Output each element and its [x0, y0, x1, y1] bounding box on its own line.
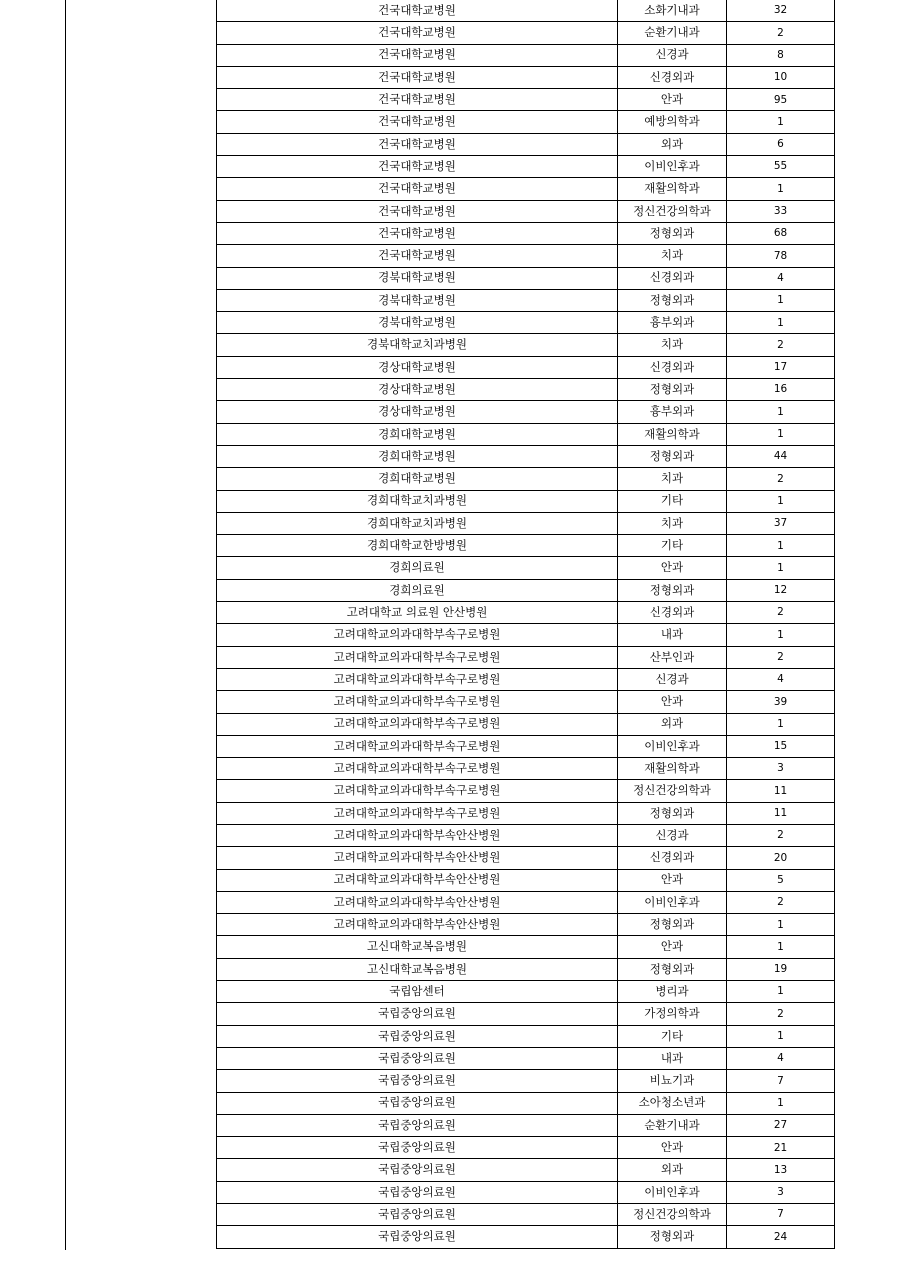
- table-row: [217, 312, 835, 334]
- hospital-name-cell: 고신대학교복음병원: [217, 936, 618, 958]
- table-row: [217, 847, 835, 869]
- count-cell: 11: [727, 780, 835, 802]
- department-cell: 이비인후과: [618, 891, 727, 913]
- count-cell: 4: [727, 267, 835, 289]
- table-row: [217, 111, 835, 133]
- table-row: [217, 1003, 835, 1025]
- count-cell: 1: [727, 289, 835, 311]
- hospital-name-cell: 고려대학교의과대학부속안산병원: [217, 914, 618, 936]
- hospital-name-cell: 고려대학교의과대학부속구로병원: [217, 735, 618, 757]
- table-row: [217, 713, 835, 735]
- count-cell: 5: [727, 869, 835, 891]
- left-margin-rule: [65, 0, 66, 1250]
- department-cell: 신경과: [618, 824, 727, 846]
- hospital-name-cell: 건국대학교병원: [217, 111, 618, 133]
- hospital-name-cell: 국립중앙의료원: [217, 1003, 618, 1025]
- department-cell: 재활의학과: [618, 423, 727, 445]
- hospital-name-cell: 국립암센터: [217, 981, 618, 1003]
- hospital-name-cell: 고려대학교의과대학부속구로병원: [217, 802, 618, 824]
- count-cell: 78: [727, 245, 835, 267]
- department-cell: 내과: [618, 624, 727, 646]
- table-row: [217, 646, 835, 668]
- count-cell: 37: [727, 512, 835, 534]
- count-cell: 7: [727, 1070, 835, 1092]
- table-row: [217, 200, 835, 222]
- department-cell: 이비인후과: [618, 1181, 727, 1203]
- count-cell: 1: [727, 557, 835, 579]
- hospital-name-cell: 경희대학교병원: [217, 423, 618, 445]
- count-cell: 1: [727, 423, 835, 445]
- department-cell: 정형외과: [618, 289, 727, 311]
- hospital-name-cell: 경북대학교치과병원: [217, 334, 618, 356]
- department-cell: 정형외과: [618, 1226, 727, 1248]
- count-cell: 1: [727, 914, 835, 936]
- department-cell: 정형외과: [618, 222, 727, 244]
- hospital-name-cell: 국립중앙의료원: [217, 1204, 618, 1226]
- hospital-name-cell: 경북대학교병원: [217, 267, 618, 289]
- table-row: [217, 289, 835, 311]
- department-cell: 흉부외과: [618, 401, 727, 423]
- department-cell: 신경외과: [618, 602, 727, 624]
- hospital-name-cell: 건국대학교병원: [217, 89, 618, 111]
- table-row: [217, 668, 835, 690]
- table-row: [217, 178, 835, 200]
- table-row: [217, 958, 835, 980]
- department-cell: 안과: [618, 557, 727, 579]
- department-cell: 소화기내과: [618, 0, 727, 22]
- table-row: [217, 1114, 835, 1136]
- hospital-name-cell: 경희대학교병원: [217, 445, 618, 467]
- table-row: [217, 222, 835, 244]
- table-row: [217, 579, 835, 601]
- count-cell: 20: [727, 847, 835, 869]
- count-cell: 3: [727, 1181, 835, 1203]
- hospital-name-cell: 고려대학교의과대학부속구로병원: [217, 691, 618, 713]
- department-cell: 치과: [618, 468, 727, 490]
- department-cell: 병리과: [618, 981, 727, 1003]
- table-row: [217, 1047, 835, 1069]
- department-cell: 안과: [618, 936, 727, 958]
- hospital-name-cell: 고려대학교의과대학부속안산병원: [217, 824, 618, 846]
- hospital-name-cell: 고려대학교의과대학부속구로병원: [217, 758, 618, 780]
- table-row: [217, 490, 835, 512]
- count-cell: 27: [727, 1114, 835, 1136]
- department-cell: 정형외과: [618, 379, 727, 401]
- hospital-name-cell: 국립중앙의료원: [217, 1159, 618, 1181]
- hospital-name-cell: 건국대학교병원: [217, 245, 618, 267]
- hospital-name-cell: 경희대학교병원: [217, 468, 618, 490]
- count-cell: 1: [727, 111, 835, 133]
- department-cell: 치과: [618, 245, 727, 267]
- department-cell: 외과: [618, 133, 727, 155]
- hospital-name-cell: 건국대학교병원: [217, 22, 618, 44]
- table-body: [217, 0, 835, 1248]
- table-row: [217, 22, 835, 44]
- count-cell: 7: [727, 1204, 835, 1226]
- department-cell: 정형외과: [618, 958, 727, 980]
- department-cell: 이비인후과: [618, 156, 727, 178]
- department-cell: 비뇨기과: [618, 1070, 727, 1092]
- hospital-name-cell: 경북대학교병원: [217, 312, 618, 334]
- department-cell: 외과: [618, 713, 727, 735]
- table-row: [217, 1159, 835, 1181]
- table-row: [217, 267, 835, 289]
- count-cell: 1: [727, 1092, 835, 1114]
- hospital-name-cell: 건국대학교병원: [217, 222, 618, 244]
- count-cell: 1: [727, 401, 835, 423]
- hospital-name-cell: 건국대학교병원: [217, 0, 618, 22]
- hospital-name-cell: 건국대학교병원: [217, 178, 618, 200]
- hospital-name-cell: 경희대학교치과병원: [217, 490, 618, 512]
- hospital-name-cell: 건국대학교병원: [217, 156, 618, 178]
- table-row: [217, 133, 835, 155]
- department-cell: 정형외과: [618, 914, 727, 936]
- department-cell: 재활의학과: [618, 758, 727, 780]
- department-cell: 산부인과: [618, 646, 727, 668]
- count-cell: 55: [727, 156, 835, 178]
- department-cell: 예방의학과: [618, 111, 727, 133]
- count-cell: 15: [727, 735, 835, 757]
- count-cell: 13: [727, 1159, 835, 1181]
- count-cell: 2: [727, 824, 835, 846]
- hospital-name-cell: 경상대학교병원: [217, 379, 618, 401]
- count-cell: 68: [727, 222, 835, 244]
- department-cell: 신경외과: [618, 356, 727, 378]
- hospital-name-cell: 국립중앙의료원: [217, 1047, 618, 1069]
- count-cell: 12: [727, 579, 835, 601]
- hospital-name-cell: 경상대학교병원: [217, 401, 618, 423]
- hospital-name-cell: 고려대학교 의료원 안산병원: [217, 602, 618, 624]
- count-cell: 2: [727, 1003, 835, 1025]
- department-cell: 기타: [618, 1025, 727, 1047]
- department-cell: 외과: [618, 1159, 727, 1181]
- department-cell: 정신건강의학과: [618, 200, 727, 222]
- hospital-name-cell: 건국대학교병원: [217, 200, 618, 222]
- hospital-name-cell: 경희의료원: [217, 579, 618, 601]
- count-cell: 33: [727, 200, 835, 222]
- hospital-name-cell: 국립중앙의료원: [217, 1114, 618, 1136]
- department-cell: 정형외과: [618, 579, 727, 601]
- table-row: [217, 802, 835, 824]
- table-row: [217, 379, 835, 401]
- table-row: [217, 356, 835, 378]
- table-row: [217, 936, 835, 958]
- count-cell: 1: [727, 178, 835, 200]
- count-cell: 2: [727, 891, 835, 913]
- table-row: [217, 156, 835, 178]
- count-cell: 1: [727, 1025, 835, 1047]
- count-cell: 8: [727, 44, 835, 66]
- count-cell: 2: [727, 646, 835, 668]
- count-cell: 1: [727, 624, 835, 646]
- hospital-name-cell: 고려대학교의과대학부속구로병원: [217, 780, 618, 802]
- hospital-name-cell: 고려대학교의과대학부속구로병원: [217, 668, 618, 690]
- department-cell: 정형외과: [618, 802, 727, 824]
- table-row: [217, 401, 835, 423]
- hospital-name-cell: 국립중앙의료원: [217, 1025, 618, 1047]
- count-cell: 1: [727, 713, 835, 735]
- hospital-name-cell: 건국대학교병원: [217, 44, 618, 66]
- table-row: [217, 445, 835, 467]
- hospital-name-cell: 건국대학교병원: [217, 66, 618, 88]
- hospital-name-cell: 고려대학교의과대학부속구로병원: [217, 646, 618, 668]
- hospital-name-cell: 경희의료원: [217, 557, 618, 579]
- count-cell: 4: [727, 1047, 835, 1069]
- hospital-name-cell: 경북대학교병원: [217, 289, 618, 311]
- count-cell: 95: [727, 89, 835, 111]
- department-cell: 치과: [618, 334, 727, 356]
- table-row: [217, 44, 835, 66]
- department-cell: 소아청소년과: [618, 1092, 727, 1114]
- count-cell: 16: [727, 379, 835, 401]
- count-cell: 1: [727, 312, 835, 334]
- count-cell: 24: [727, 1226, 835, 1248]
- department-cell: 안과: [618, 869, 727, 891]
- count-cell: 10: [727, 66, 835, 88]
- hospital-name-cell: 국립중앙의료원: [217, 1070, 618, 1092]
- department-cell: 정형외과: [618, 445, 727, 467]
- department-cell: 치과: [618, 512, 727, 534]
- department-cell: 신경외과: [618, 847, 727, 869]
- table-row: [217, 512, 835, 534]
- department-cell: 이비인후과: [618, 735, 727, 757]
- department-cell: 신경과: [618, 44, 727, 66]
- count-cell: 19: [727, 958, 835, 980]
- department-cell: 신경과: [618, 668, 727, 690]
- hospital-name-cell: 경희대학교한방병원: [217, 535, 618, 557]
- department-cell: 내과: [618, 1047, 727, 1069]
- department-cell: 순환기내과: [618, 1114, 727, 1136]
- hospital-name-cell: 고려대학교의과대학부속구로병원: [217, 713, 618, 735]
- hospital-name-cell: 고신대학교복음병원: [217, 958, 618, 980]
- department-cell: 신경외과: [618, 267, 727, 289]
- hospital-name-cell: 국립중앙의료원: [217, 1181, 618, 1203]
- table-row: [217, 557, 835, 579]
- department-cell: 정신건강의학과: [618, 780, 727, 802]
- hospital-name-cell: 고려대학교의과대학부속안산병원: [217, 891, 618, 913]
- table-row: [217, 735, 835, 757]
- count-cell: 11: [727, 802, 835, 824]
- department-cell: 기타: [618, 535, 727, 557]
- hospital-name-cell: 건국대학교병원: [217, 133, 618, 155]
- hospital-name-cell: 고려대학교의과대학부속안산병원: [217, 847, 618, 869]
- count-cell: 3: [727, 758, 835, 780]
- hospital-name-cell: 경희대학교치과병원: [217, 512, 618, 534]
- table-row: [217, 624, 835, 646]
- department-cell: 신경외과: [618, 66, 727, 88]
- department-cell: 안과: [618, 691, 727, 713]
- table-row: [217, 824, 835, 846]
- department-cell: 안과: [618, 1137, 727, 1159]
- table-row: [217, 1092, 835, 1114]
- count-cell: 1: [727, 535, 835, 557]
- table-row: [217, 1226, 835, 1248]
- table-row: [217, 334, 835, 356]
- table-row: [217, 1204, 835, 1226]
- count-cell: 44: [727, 445, 835, 467]
- count-cell: 2: [727, 22, 835, 44]
- table-row: [217, 780, 835, 802]
- count-cell: 32: [727, 0, 835, 22]
- table-row: [217, 89, 835, 111]
- table-row: [217, 0, 835, 22]
- table-row: [217, 914, 835, 936]
- table-row: [217, 66, 835, 88]
- hospital-name-cell: 경상대학교병원: [217, 356, 618, 378]
- table-row: [217, 869, 835, 891]
- count-cell: 39: [727, 691, 835, 713]
- table-row: [217, 602, 835, 624]
- count-cell: 1: [727, 936, 835, 958]
- count-cell: 6: [727, 133, 835, 155]
- department-cell: 흉부외과: [618, 312, 727, 334]
- count-cell: 21: [727, 1137, 835, 1159]
- hospital-name-cell: 국립중앙의료원: [217, 1092, 618, 1114]
- department-cell: 순환기내과: [618, 22, 727, 44]
- hospital-name-cell: 국립중앙의료원: [217, 1137, 618, 1159]
- count-cell: 4: [727, 668, 835, 690]
- department-cell: 기타: [618, 490, 727, 512]
- table-row: [217, 691, 835, 713]
- table-row: [217, 423, 835, 445]
- table-row: [217, 758, 835, 780]
- count-cell: 2: [727, 468, 835, 490]
- department-cell: 정신건강의학과: [618, 1204, 727, 1226]
- hospital-department-table: [216, 0, 835, 1249]
- department-cell: 가정의학과: [618, 1003, 727, 1025]
- table-row: [217, 1025, 835, 1047]
- table-row: [217, 245, 835, 267]
- count-cell: 2: [727, 334, 835, 356]
- department-cell: 재활의학과: [618, 178, 727, 200]
- table-row: [217, 468, 835, 490]
- count-cell: 1: [727, 490, 835, 512]
- count-cell: 17: [727, 356, 835, 378]
- table-row: [217, 1137, 835, 1159]
- table-row: [217, 1070, 835, 1092]
- table-row: [217, 535, 835, 557]
- count-cell: 1: [727, 981, 835, 1003]
- table-row: [217, 1181, 835, 1203]
- table-row: [217, 891, 835, 913]
- count-cell: 2: [727, 602, 835, 624]
- department-cell: 안과: [618, 89, 727, 111]
- table-row: [217, 981, 835, 1003]
- hospital-name-cell: 고려대학교의과대학부속안산병원: [217, 869, 618, 891]
- hospital-name-cell: 고려대학교의과대학부속구로병원: [217, 624, 618, 646]
- hospital-name-cell: 국립중앙의료원: [217, 1226, 618, 1248]
